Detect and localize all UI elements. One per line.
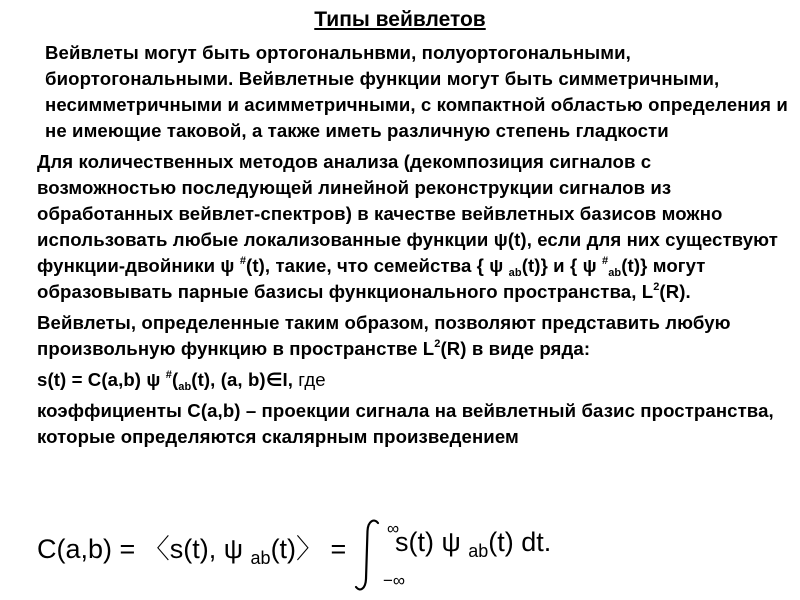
integral-upper-limit: ∞ [387,519,400,538]
formula-rhs-text-1: s(t) ψ [395,527,469,557]
p2-text-5: (R). [659,281,691,302]
p2-text-4: (t)} могут образовывать парные базисы функционального пространства, L [37,255,706,302]
p4-text-4: где [298,369,326,390]
p3-sup-1: 2 [434,338,441,350]
paragraph-wavelet-bases [37,149,793,305]
formula-rhs [395,527,552,561]
slide-body [37,40,793,455]
p3-text-1: Вейвлеты, определенные таким образом, позволяют представить любую произвольную функцию в пространстве L [37,312,731,359]
coefficient-formula [37,519,797,597]
formula-lhs-sub: ab [250,548,271,568]
p4-text-3: (t), (a, b)∈I, [191,369,299,390]
p4-sub-1: ab [178,381,192,393]
formula-lhs-text-1: C(a,b) = 〈s(t), ψ [37,534,251,564]
p2-sup-3: 2 [653,281,660,293]
paragraph-coefficients: коэффициенты C(a,b) – проекции сигнала на вейвлетный базис пространства, которые определяются скалярным произведением [37,400,774,447]
p4-text-2: ( [171,369,179,390]
formula-lhs [37,527,346,566]
p2-text-1: Для количественных методов анализа (декомпозиция сигналов с возможностью последующей линейной реконструкции сигналов из обработанных вейвлет-спектров) в качестве вейвлетных базисов можно использовать любые локализованные функции ψ(t), если для них существуют функции-двойники ψ [37,151,778,276]
paragraph-wavelet-types: Вейвлеты могут быть ортогональнвми, полуортогональными, биортогональными. Вейвлетные функции могут быть симметричными, несимметричными и асимметричными, с компактной областью определения и не имеющие таковой, а также иметь различную степень гладкости [45,42,788,141]
formula-rhs-sub: ab [468,541,489,561]
integral-lower-limit: −∞ [383,571,406,590]
paragraph-series-formula [37,367,793,393]
p2-sup-2: # [601,255,609,267]
p2-sub-2: ab [608,267,622,279]
formula-lhs-text-2: (t)〉 = [270,534,347,564]
integral-sign-icon [353,517,383,593]
paragraph-series-representation [37,310,793,362]
p4-text-1: s(t) = C(a,b) ψ [37,369,166,390]
slide-title: Типы вейвлетов [314,8,486,31]
p2-text-3: (t)} и { ψ [521,255,602,276]
p2-text-2: (t), такие, что семейства { ψ [246,255,509,276]
p2-sub-1: ab [508,267,522,279]
p3-text-2: (R) в виде ряда: [440,338,591,359]
p4-sup-1: # [165,369,172,381]
formula-rhs-text-2: (t) dt. [488,527,552,557]
p2-sup-1: # [239,255,247,267]
